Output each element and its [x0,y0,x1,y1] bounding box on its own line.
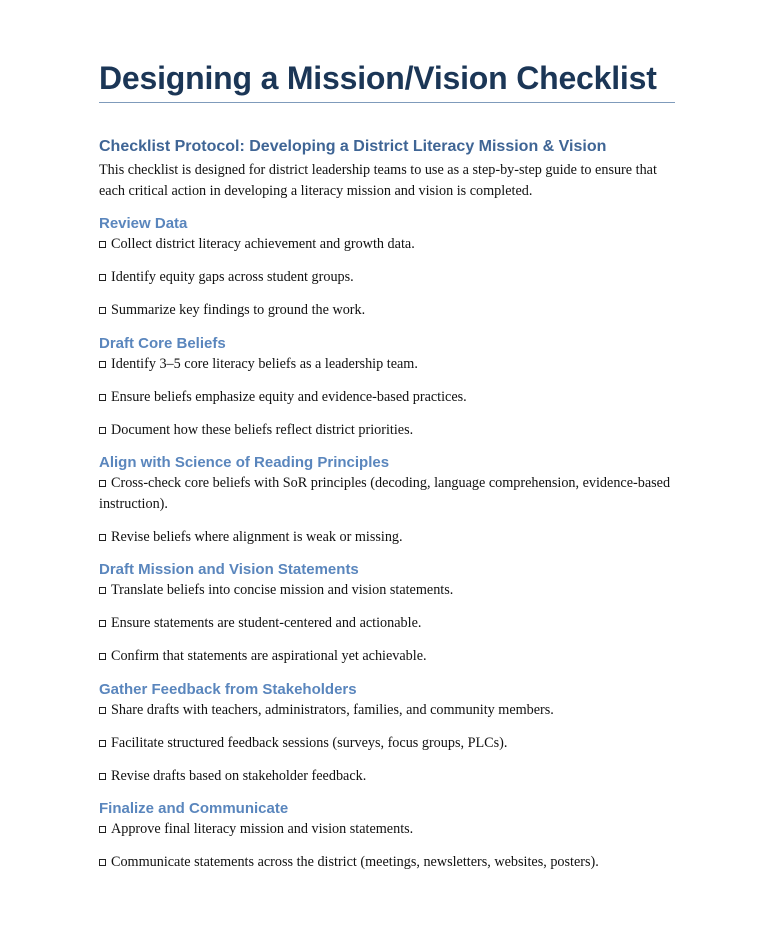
section-heading: Draft Core Beliefs [99,334,226,352]
intro-paragraph: This checklist is designed for district leadership teams to use as a step-by-step guide to ensure that each critical action in developing a literacy mission and vision is completed. [99,162,657,199]
section-gather-feedback [99,680,675,787]
checkbox-icon[interactable] [99,274,106,281]
section-align-sor [99,453,675,547]
checklist-item [99,819,675,840]
checkbox-icon[interactable] [99,653,106,660]
checklist-item-text: Ensure beliefs emphasize equity and evidence-based practices. [111,388,467,405]
checklist-item-text: Ensure statements are student-centered and actionable. [111,615,422,631]
checkbox-icon[interactable] [99,394,106,401]
checklist-item [99,646,675,667]
section-finalize-communicate [99,799,675,873]
checkbox-icon[interactable] [99,241,106,248]
checklist-item-text: Communicate statements across the district (meetings, newsletters, websites, posters). [111,854,599,870]
checklist-item [99,473,675,514]
document-title: Designing a Mission/Vision Checklist [99,58,675,103]
checklist-item [99,613,675,634]
checklist-item [99,234,675,255]
checkbox-icon[interactable] [99,427,106,434]
checklist-item [99,354,675,375]
checkbox-icon[interactable] [99,480,106,487]
document-page [99,58,675,873]
checklist-item-text: Revise drafts based on stakeholder feedback. [111,767,367,784]
checklist-item-text: Revise beliefs where alignment is weak or missing. [111,528,403,545]
checklist-item-text: Summarize key findings to ground the work. [111,302,366,318]
checkbox-icon[interactable] [99,826,106,833]
section-heading: Finalize and Communicate [99,800,289,817]
checklist-item [99,527,675,548]
checklist-item-text: Collect district literacy achievement and growth data. [111,236,415,252]
checklist-item [99,852,675,873]
checkbox-icon[interactable] [99,707,106,714]
checklist-item-text: Identify equity gaps across student groups. [111,269,354,285]
section-draft-core-beliefs [99,334,675,441]
checklist-item-text: Cross-check core beliefs with SoR principles (decoding, language comprehension, evidence-based instruction). [99,475,671,512]
checklist-item [99,420,675,441]
section-heading: Align with Science of Reading Principles [99,454,390,471]
checklist-item-text: Document how these beliefs reflect district priorities. [111,421,414,438]
section-heading: Gather Feedback from Stakeholders [99,680,357,698]
checklist-item-text: Confirm that statements are aspirational yet achievable. [111,648,427,664]
checklist-item [99,300,675,321]
section-heading: Review Data [99,215,188,232]
checklist-item [99,387,675,408]
checklist-item [99,267,675,288]
checklist-item-text: Translate beliefs into concise mission and vision statements. [111,582,454,598]
checklist-item [99,700,675,721]
checkbox-icon[interactable] [99,587,106,594]
section-heading: Draft Mission and Vision Statements [99,561,359,578]
section-review-data [99,214,675,321]
checklist-item-text: Approve final literacy mission and vision statements. [111,821,414,837]
checklist-item-text: Facilitate structured feedback sessions (surveys, focus groups, PLCs). [111,734,508,751]
checkbox-icon[interactable] [99,361,106,368]
protocol-heading: Checklist Protocol: Developing a District Literacy Mission & Vision [99,138,607,155]
checkbox-icon[interactable] [99,859,106,866]
checklist-item [99,733,675,754]
checkbox-icon[interactable] [99,740,106,747]
section-draft-statements [99,560,675,667]
checkbox-icon[interactable] [99,620,106,627]
checklist-item-text: Identify 3–5 core literacy beliefs as a leadership team. [111,355,418,372]
checklist-item [99,580,675,601]
checklist-item [99,766,675,787]
checkbox-icon[interactable] [99,534,106,541]
checkbox-icon[interactable] [99,307,106,314]
checkbox-icon[interactable] [99,773,106,780]
checklist-item-text: Share drafts with teachers, administrators, families, and community members. [111,701,554,718]
